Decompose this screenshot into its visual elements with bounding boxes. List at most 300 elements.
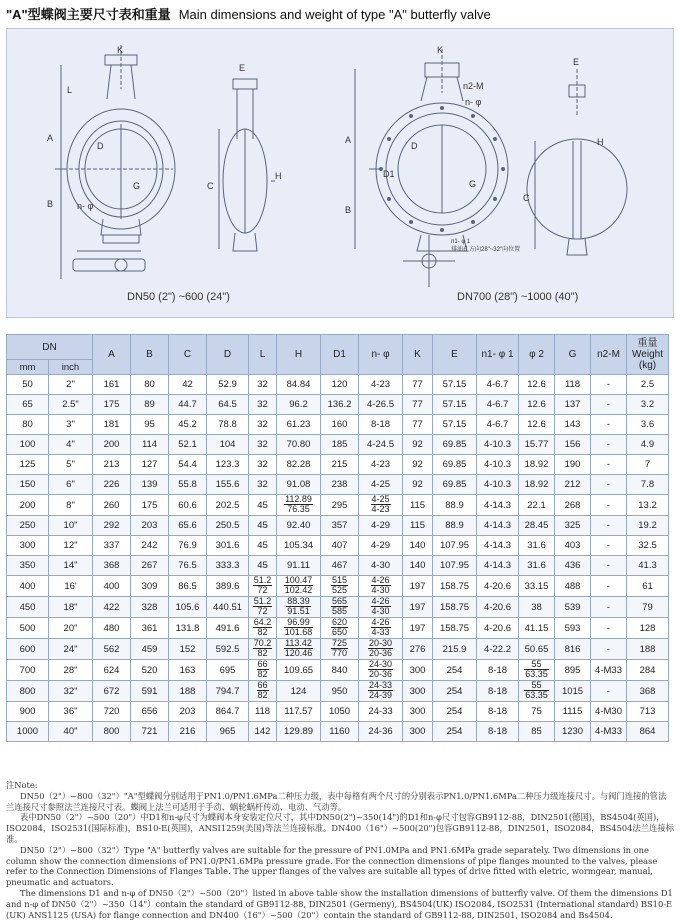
cell-D1: 185 [321, 435, 359, 455]
cell-G: 593 [555, 618, 591, 639]
cell-n1: 8-18 [477, 702, 519, 722]
cell-D: 155.6 [207, 475, 249, 495]
col-E: E [433, 335, 477, 375]
cell-mm: 350 [7, 556, 49, 576]
table-row [7, 556, 669, 576]
cell-inch: 20" [49, 618, 93, 639]
cell-D1: 467 [321, 556, 359, 576]
caption-large-range: DN700 (28") ~1000 (40") [457, 291, 579, 303]
col-nphi: n- φ [359, 335, 403, 375]
note-en-1: DN50（2"）~800（32"）Type "A" butterfly valves are suitable for the pressure of PN1.0MPa and PN1.6MPa grade separately. Two dimensions in one column show the connection dimensions of PN1.0/PN1.6MPa pressure grade. For the connection dimensions of pipe flanges mounted to the valves, please refer to the Connection Dimensions of Flanges Table. The upper flanges of the valves are suitable all types of drive fitted with eletric, wormgear, manual, pneumatic and actuators. [6, 844, 658, 888]
cell-phi2: 12.6 [519, 415, 555, 435]
cell-w: 368 [627, 681, 669, 702]
cell-n2: - [591, 435, 627, 455]
cell-nphi: $\frac{24-33}{24-39}$ [359, 681, 403, 702]
col-phi2: φ 2 [519, 335, 555, 375]
col-H: H [277, 335, 321, 375]
cell-G: 143 [555, 415, 591, 435]
cell-E: 69.85 [433, 435, 477, 455]
label-K-left: K [117, 45, 124, 55]
cell-K: 300 [403, 722, 433, 742]
note-cn-1: DN50（2"）~800（32"）"A"型蝶阀分别适用于PN1.0/PN1.6MPa二种压力级，表中每格有两个尺寸的分别表示PN1.0/PN1.6MPa二种压力级连接尺寸。与阀门连接的管法兰连接尺寸参照法兰连接尺寸表。蝶阀上法兰可适用于手动、蜗轮蜗杆传动、电动、气动等。 [6, 790, 667, 812]
cell-C: 203 [169, 702, 207, 722]
cell-L: 45 [249, 556, 277, 576]
cell-n1: 4-6.7 [477, 415, 519, 435]
cell-D: 592.5 [207, 639, 249, 660]
cell-mm: 80 [7, 415, 49, 435]
cell-K: 77 [403, 395, 433, 415]
cell-n2: - [591, 516, 627, 536]
cell-A: 260 [93, 495, 131, 516]
cell-mm: 65 [7, 395, 49, 415]
cell-n1: 4-20.6 [477, 618, 519, 639]
cell-nphi: 4-26.5 [359, 395, 403, 415]
cell-nphi: 24-33 [359, 702, 403, 722]
cell-A: 200 [93, 435, 131, 455]
cell-D1: $\frac{515}{525}$ [321, 576, 359, 597]
cell-G: 212 [555, 475, 591, 495]
cell-E: 254 [433, 660, 477, 681]
cell-B: 328 [131, 597, 169, 618]
cell-D1: 407 [321, 536, 359, 556]
cell-L: $\frac{51.2}{72}$ [249, 597, 277, 618]
cell-B: 89 [131, 395, 169, 415]
cell-w: 32.5 [627, 536, 669, 556]
cell-B: 361 [131, 618, 169, 639]
cell-A: 226 [93, 475, 131, 495]
cell-C: 152 [169, 639, 207, 660]
cell-D: 202.5 [207, 495, 249, 516]
cell-C: 54.4 [169, 455, 207, 475]
cell-D: 52.9 [207, 375, 249, 395]
label-A-left: A [47, 133, 54, 143]
cell-K: 197 [403, 618, 433, 639]
cell-K: 197 [403, 597, 433, 618]
cell-n2: - [591, 415, 627, 435]
cell-A: 292 [93, 516, 131, 536]
cell-n2: 4-M30 [591, 702, 627, 722]
cell-B: 459 [131, 639, 169, 660]
cell-n2: - [591, 618, 627, 639]
cell-phi2: 31.6 [519, 556, 555, 576]
cell-mm: 700 [7, 660, 49, 681]
cell-A: 480 [93, 618, 131, 639]
cell-L: 32 [249, 435, 277, 455]
cell-nphi: 4-23 [359, 375, 403, 395]
cell-inch: 14" [49, 556, 93, 576]
cell-B: 591 [131, 681, 169, 702]
cell-n1: 4-6.7 [477, 375, 519, 395]
cell-n2: - [591, 495, 627, 516]
col-n2M: n2-M [591, 335, 627, 375]
cell-K: 77 [403, 415, 433, 435]
cell-w: 7 [627, 455, 669, 475]
label-E-right: E [573, 57, 580, 67]
cell-B: 267 [131, 556, 169, 576]
cell-H: $\frac{112.89}{76.35}$ [277, 495, 321, 516]
cell-C: 44.7 [169, 395, 207, 415]
cell-C: 105.6 [169, 597, 207, 618]
notes-heading: 注Note: [6, 780, 38, 790]
col-n1phi1: n1- φ 1 [477, 335, 519, 375]
cell-B: 309 [131, 576, 169, 597]
cell-C: 163 [169, 660, 207, 681]
cell-A: 181 [93, 415, 131, 435]
cell-E: 57.15 [433, 415, 477, 435]
cell-D: 250.5 [207, 516, 249, 536]
cell-D: 333.3 [207, 556, 249, 576]
cell-n2: 4-M33 [591, 660, 627, 681]
label-D-right: D [411, 141, 418, 151]
cell-inch: 3" [49, 415, 93, 435]
cell-D: 864.7 [207, 702, 249, 722]
cell-nphi: $\frac{4-26}{4-33}$ [359, 618, 403, 639]
cell-D1: 1160 [321, 722, 359, 742]
col-B: B [131, 335, 169, 375]
cell-A: 368 [93, 556, 131, 576]
cell-E: 254 [433, 722, 477, 742]
cell-G: 1230 [555, 722, 591, 742]
cell-H: 84.84 [277, 375, 321, 395]
cell-w: 128 [627, 618, 669, 639]
cell-D: 440.51 [207, 597, 249, 618]
small-valve-front-view [55, 45, 175, 279]
cell-n1: 4-14.3 [477, 556, 519, 576]
cell-C: 76.5 [169, 556, 207, 576]
cell-A: 422 [93, 597, 131, 618]
cell-G: 268 [555, 495, 591, 516]
note-en-2: The dimensions D1 and n-φ of DN50（2"）~500（20"）listed in above table show the installation dimensions of butterfly valve. Of them the dimensions D1 and n-φ of DN50（2"）~350（14"）contain the standard of GB9112-88, DIN2501 (Germeny), BS4504(UK) ISO2084, ISO2531 (International standard) BS10-E (UK) ANS1125 (USA) for flange connection and DN400（16"）~500（20"）contain the standard of GB9112-88, DIN2501, ISO2084 and Bs4504. [6, 887, 673, 920]
cell-C: 131.8 [169, 618, 207, 639]
label-nphi-right: n- φ [465, 97, 482, 107]
cell-B: 139 [131, 475, 169, 495]
cell-phi2: 18.92 [519, 475, 555, 495]
cell-G: 488 [555, 576, 591, 597]
cell-C: 52.1 [169, 435, 207, 455]
cell-nphi: 4-29 [359, 536, 403, 556]
cell-E: 88.9 [433, 495, 477, 516]
label-G-right: G [469, 179, 477, 189]
cell-A: 161 [93, 375, 131, 395]
cell-nphi: $\frac{4-26}{4-30}$ [359, 597, 403, 618]
cell-mm: 800 [7, 681, 49, 702]
cell-nphi: 4-23 [359, 455, 403, 475]
cell-D1: 840 [321, 660, 359, 681]
cell-C: 188 [169, 681, 207, 702]
cell-mm: 125 [7, 455, 49, 475]
table-row [7, 576, 669, 597]
title-en: Main dimensions and weight of type "A" butterfly valve [178, 7, 491, 22]
cell-E: 254 [433, 681, 477, 702]
col-inch: inch [49, 360, 93, 375]
cell-phi2: 28.45 [519, 516, 555, 536]
cell-C: 55.8 [169, 475, 207, 495]
cell-E: 57.15 [433, 395, 477, 415]
cell-B: 721 [131, 722, 169, 742]
cell-B: 175 [131, 495, 169, 516]
cell-inch: 10" [49, 516, 93, 536]
cell-n2: - [591, 395, 627, 415]
cell-w: 7.8 [627, 475, 669, 495]
col-K: K [403, 335, 433, 375]
cell-w: 713 [627, 702, 669, 722]
cell-A: 624 [93, 660, 131, 681]
cell-w: 284 [627, 660, 669, 681]
col-D1: D1 [321, 335, 359, 375]
cell-w: 19.2 [627, 516, 669, 536]
cell-phi2: 15.77 [519, 435, 555, 455]
label-B-right: B [345, 205, 352, 215]
cell-D1: $\frac{565}{585}$ [321, 597, 359, 618]
cell-K: 92 [403, 455, 433, 475]
cell-phi2: 12.6 [519, 395, 555, 415]
cell-K: 77 [403, 375, 433, 395]
cell-inch: 36" [49, 702, 93, 722]
weight-cn: 重量 [637, 338, 658, 349]
cell-H: 117.57 [277, 702, 321, 722]
cell-mm: 50 [7, 375, 49, 395]
label-C-left: C [207, 181, 214, 191]
cell-n1: 4-10.3 [477, 455, 519, 475]
cell-G: 895 [555, 660, 591, 681]
cell-phi2: 31.6 [519, 536, 555, 556]
cell-K: 300 [403, 660, 433, 681]
cell-H: $\frac{100.47}{102.42}$ [277, 576, 321, 597]
weight-en: Weight [632, 349, 663, 360]
cell-G: 403 [555, 536, 591, 556]
label-C-right: C [523, 193, 530, 203]
cell-mm: 600 [7, 639, 49, 660]
cell-D: 64.5 [207, 395, 249, 415]
cell-E: 107.95 [433, 536, 477, 556]
cell-n2: - [591, 556, 627, 576]
title-cn: "A"型蝶阀主要尺寸表和重量 [6, 7, 171, 22]
weight-unit: (kg) [638, 360, 657, 371]
cell-phi2: 22.1 [519, 495, 555, 516]
cell-inch: 2.5" [49, 395, 93, 415]
cell-B: 80 [131, 375, 169, 395]
cell-D1: 295 [321, 495, 359, 516]
col-mm: mm [7, 360, 49, 375]
table-row [7, 660, 669, 681]
cell-w: 61 [627, 576, 669, 597]
cell-n2: 4-M33 [591, 722, 627, 742]
cell-nphi: 8-18 [359, 415, 403, 435]
table-row [7, 618, 669, 639]
cell-L: $\frac{51.2}{72}$ [249, 576, 277, 597]
cell-G: 325 [555, 516, 591, 536]
cell-L: $\frac{66}{82}$ [249, 681, 277, 702]
cell-w: 864 [627, 722, 669, 742]
label-E-left: E [239, 63, 246, 73]
cell-D: 104 [207, 435, 249, 455]
cell-H: 61.23 [277, 415, 321, 435]
table-row [7, 435, 669, 455]
cell-H: 70.80 [277, 435, 321, 455]
cell-nphi: 4-24.5 [359, 435, 403, 455]
cell-phi2: $\frac{55}{63.35}$ [519, 660, 555, 681]
table-row [7, 597, 669, 618]
cell-phi2: 75 [519, 702, 555, 722]
cell-mm: 200 [7, 495, 49, 516]
cell-B: 656 [131, 702, 169, 722]
cell-H: 91.08 [277, 475, 321, 495]
cell-mm: 450 [7, 597, 49, 618]
cell-L: $\frac{64.2}{82}$ [249, 618, 277, 639]
cell-D1: 120 [321, 375, 359, 395]
cell-D: 389.6 [207, 576, 249, 597]
label-n1phi1: n1- φ 1 [451, 239, 471, 245]
cell-H: 124 [277, 681, 321, 702]
cell-C: 86.5 [169, 576, 207, 597]
cell-L: 45 [249, 536, 277, 556]
cell-H: $\frac{88.39}{91.51}$ [277, 597, 321, 618]
label-nphi-left: n- φ [77, 201, 94, 211]
cell-phi2: 33.15 [519, 576, 555, 597]
dimension-table [6, 334, 669, 742]
cell-D: 794.7 [207, 681, 249, 702]
cell-E: 69.85 [433, 455, 477, 475]
col-L: L [249, 335, 277, 375]
table-row [7, 475, 669, 495]
cell-mm: 500 [7, 618, 49, 639]
cell-B: 114 [131, 435, 169, 455]
cell-C: 76.9 [169, 536, 207, 556]
cell-phi2: $\frac{55}{63.35}$ [519, 681, 555, 702]
cell-w: 2.5 [627, 375, 669, 395]
cell-w: 13.2 [627, 495, 669, 516]
cell-E: 215.9 [433, 639, 477, 660]
table-row [7, 536, 669, 556]
cell-E: 158.75 [433, 576, 477, 597]
cell-D: 695 [207, 660, 249, 681]
cell-nphi: 4-30 [359, 556, 403, 576]
cell-phi2: 41.15 [519, 618, 555, 639]
cell-n1: 4-14.3 [477, 536, 519, 556]
page-title [6, 4, 491, 23]
cell-A: 720 [93, 702, 131, 722]
cell-L: 32 [249, 375, 277, 395]
cell-n1: 4-10.3 [477, 475, 519, 495]
cell-n2: - [591, 536, 627, 556]
cell-n2: - [591, 576, 627, 597]
cell-D1: 1050 [321, 702, 359, 722]
cell-H: 109.65 [277, 660, 321, 681]
cell-nphi: 24-36 [359, 722, 403, 742]
cell-phi2: 18.92 [519, 455, 555, 475]
cell-n2: - [591, 455, 627, 475]
cell-G: 1115 [555, 702, 591, 722]
technical-drawing-panel [6, 28, 674, 318]
cell-inch: 16' [49, 576, 93, 597]
cell-B: 520 [131, 660, 169, 681]
notes-section [6, 780, 674, 920]
cell-D: 123.3 [207, 455, 249, 475]
cell-w: 188 [627, 639, 669, 660]
table-row [7, 681, 669, 702]
cell-H: $\frac{113.42}{120.46}$ [277, 639, 321, 660]
note-cn-2: 表中DN50（2"）~500（20"）中D1和n-φ尺寸为蝶阀本身安装定位尺寸，其中DN50(2")~350(14")的D1和n-φ尺寸包容GB9112-88，DIN2501(德国)，BS4504(英国)，ISO2084，ISO2531(国际标准)，BS10-E(英国)，ANSI1259(美国)等法兰连接标准。DN400（16"）~500(20")包容GB9112-88，DIN2501，ISO2084，BS4504法兰连接标准。 [6, 812, 674, 844]
cell-D1: 357 [321, 516, 359, 536]
cell-n1: 4-14.3 [477, 495, 519, 516]
cell-D1: $\frac{725}{770}$ [321, 639, 359, 660]
cell-phi2: 50.65 [519, 639, 555, 660]
cell-inch: 28" [49, 660, 93, 681]
cell-D1: 950 [321, 681, 359, 702]
cell-K: 300 [403, 681, 433, 702]
cell-n1: 8-18 [477, 660, 519, 681]
cell-L: 118 [249, 702, 277, 722]
cell-H: 91.11 [277, 556, 321, 576]
cell-B: 127 [131, 455, 169, 475]
cell-mm: 300 [7, 536, 49, 556]
label-D1-right: D1 [383, 169, 395, 179]
cell-inch: 24" [49, 639, 93, 660]
table-row [7, 395, 669, 415]
cell-H: 105.34 [277, 536, 321, 556]
cell-nphi: $\frac{4-25}{4-23}$ [359, 495, 403, 516]
label-B-left: B [47, 199, 54, 209]
cell-phi2: 85 [519, 722, 555, 742]
cell-w: 4.9 [627, 435, 669, 455]
cell-H: 129.89 [277, 722, 321, 742]
cell-K: 140 [403, 536, 433, 556]
cell-inch: 8" [49, 495, 93, 516]
cell-H: 82.28 [277, 455, 321, 475]
cell-C: 216 [169, 722, 207, 742]
cell-K: 140 [403, 556, 433, 576]
cell-A: 562 [93, 639, 131, 660]
cell-H: 92.40 [277, 516, 321, 536]
label-H-left: H [275, 171, 282, 181]
label-drain-note: 排油孔方向28"~32"向位置 [451, 247, 521, 253]
cell-A: 337 [93, 536, 131, 556]
cell-B: 95 [131, 415, 169, 435]
cell-K: 115 [403, 516, 433, 536]
cell-L: 32 [249, 415, 277, 435]
cell-nphi: 4-25 [359, 475, 403, 495]
valve-drawings [7, 29, 673, 317]
table-row [7, 702, 669, 722]
cell-A: 175 [93, 395, 131, 415]
cell-C: 65.6 [169, 516, 207, 536]
cell-L: 32 [249, 395, 277, 415]
cell-E: 69.85 [433, 475, 477, 495]
cell-G: 156 [555, 435, 591, 455]
cell-G: 816 [555, 639, 591, 660]
cell-inch: 5" [49, 455, 93, 475]
cell-n1: 4-22.2 [477, 639, 519, 660]
table-row [7, 516, 669, 536]
cell-K: 92 [403, 435, 433, 455]
label-n2M: n2-M [463, 81, 484, 91]
cell-E: 254 [433, 702, 477, 722]
cell-G: 118 [555, 375, 591, 395]
cell-L: 32 [249, 455, 277, 475]
cell-D1: 238 [321, 475, 359, 495]
cell-n1: 8-18 [477, 722, 519, 742]
cell-mm: 100 [7, 435, 49, 455]
cell-nphi: $\frac{24-30}{20-36}$ [359, 660, 403, 681]
label-D-left: D [97, 141, 104, 151]
label-G-left: G [133, 181, 141, 191]
cell-L: 142 [249, 722, 277, 742]
cell-nphi: $\frac{20-30}{20-36}$ [359, 639, 403, 660]
cell-L: $\frac{66}{82}$ [249, 660, 277, 681]
cell-n2: - [591, 597, 627, 618]
cell-E: 158.75 [433, 618, 477, 639]
col-dn: DN [7, 335, 93, 360]
